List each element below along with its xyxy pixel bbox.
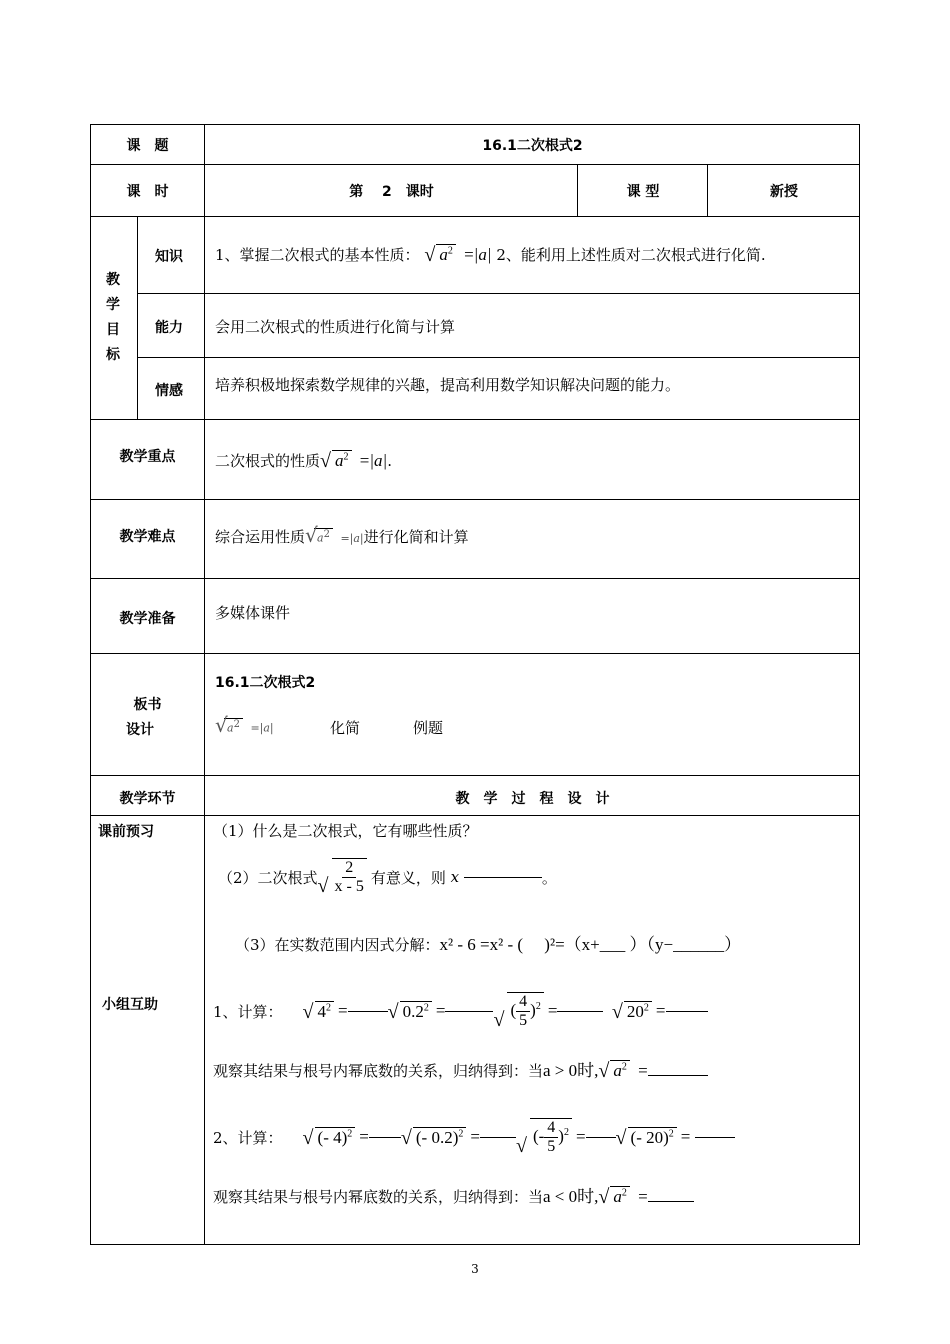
table-border (90, 1244, 860, 1245)
goals-label: 教学目标 (106, 272, 120, 363)
board-formula: √ a2 =|a| (215, 718, 274, 735)
emotion-text: 培养积极地探索数学规律的兴趣，提高利用数学知识解决问题的能力。 (215, 376, 681, 394)
knowledge-part-2: 2、能利用上述性质对二次根式进行化简. (496, 246, 766, 264)
answer-blank[interactable] (695, 1136, 735, 1138)
topic-value: 16.1二次根式2 (482, 138, 583, 154)
key-label: 教学重点 (119, 449, 176, 465)
answer-blank[interactable] (369, 1136, 401, 1138)
column-divider (204, 124, 205, 1244)
calc-2: 2、计算： √ (- 4)$^2$ = √ (- 0.2)$^2$ = √ (- $\frac{4}{5}$ )$^2$ = √ (- 20)$^2$ = (213, 1118, 735, 1156)
table-border (859, 124, 860, 1245)
sqrt-property-formula: √ $a^2 =|a|$ (320, 451, 387, 470)
answer-blank[interactable] (648, 1200, 694, 1202)
row-divider (90, 775, 860, 776)
answer-blank[interactable] (480, 1136, 516, 1138)
board-label-1: 板书 (133, 697, 162, 713)
column-divider (137, 216, 138, 419)
preview-label: 课前预习 (98, 824, 154, 840)
emotion-label: 情感 (155, 383, 183, 399)
key-text: 二次根式的性质√ $a^2 =|a|$. (215, 450, 392, 471)
preview-q1: （1）什么是二次根式，它有哪些性质？ (213, 822, 478, 840)
topic-label: 课 题 (126, 138, 169, 154)
board-item-simplify: 化简 (330, 719, 361, 737)
answer-blank[interactable] (348, 1010, 388, 1012)
answer-blank[interactable] (464, 876, 542, 878)
preview-q3: （3）在实数范围内因式分解：x² - 6 =x² - ( )²=（x+___ ）（y−______） (235, 935, 742, 954)
page-number: 3 (471, 1262, 479, 1276)
difficulty-label: 教学难点 (119, 529, 176, 545)
period-label: 课 时 (126, 184, 169, 200)
period-value: 第 2 课时 (349, 184, 434, 200)
row-divider (90, 216, 860, 217)
answer-blank[interactable] (586, 1136, 616, 1138)
answer-blank[interactable] (557, 1010, 603, 1012)
sqrt-property-formula: √ $a^2 =|a|$ (424, 245, 491, 264)
knowledge-text (215, 244, 766, 265)
type-label: 课 型 (626, 184, 660, 200)
ability-text: 会用二次根式的性质进行化简与计算 (215, 318, 456, 336)
prep-text: 多媒体课件 (215, 604, 291, 622)
ability-label: 能力 (155, 320, 183, 336)
process-title: 教 学 过 程 设 计 (455, 791, 610, 807)
row-divider (137, 357, 860, 358)
board-label-2: 设计 (126, 722, 154, 738)
process-label: 教学环节 (119, 791, 176, 807)
row-divider (90, 578, 860, 579)
calc-1: 1、计算： √ $4^2$ = √ $0.2^2$ = √ ( $\frac{4}{5}$ )$^2$ = √ $20^2$ = (213, 992, 708, 1030)
row-divider (90, 419, 860, 420)
row-divider (90, 815, 860, 816)
answer-blank[interactable] (648, 1074, 708, 1076)
board-title: 16.1二次根式2 (215, 675, 316, 691)
type-value: 新授 (770, 184, 798, 200)
row-divider (90, 653, 860, 654)
answer-blank[interactable] (445, 1010, 493, 1012)
row-divider (137, 293, 860, 294)
table-border (90, 124, 860, 125)
board-item-examples: 例题 (413, 719, 444, 737)
sqrt-property-formula: √ a2 =|a| (305, 532, 364, 545)
answer-blank[interactable] (666, 1010, 708, 1012)
row-divider (90, 499, 860, 500)
row-divider (90, 164, 860, 165)
preview-q2: （2）二次根式 √ $\frac{2}{x - 5}$ 有意义，则 x 。 (218, 858, 557, 896)
prep-label: 教学准备 (119, 611, 176, 627)
table-border (90, 124, 91, 1244)
observation-1: 观察其结果与根号内幂底数的关系，归纳得到：当a > 0时,√ $a^2$ = (213, 1056, 708, 1081)
difficulty-text: 综合运用性质√ a2 =|a|进行化简和计算 (215, 526, 469, 547)
knowledge-label: 知识 (155, 249, 183, 265)
group-label: 小组互助 (102, 997, 158, 1013)
observation-2: 观察其结果与根号内幂底数的关系，归纳得到：当a < 0时,√ $a^2$ = (213, 1182, 694, 1207)
knowledge-part-1: 1、掌握二次根式的基本性质： (215, 246, 420, 264)
